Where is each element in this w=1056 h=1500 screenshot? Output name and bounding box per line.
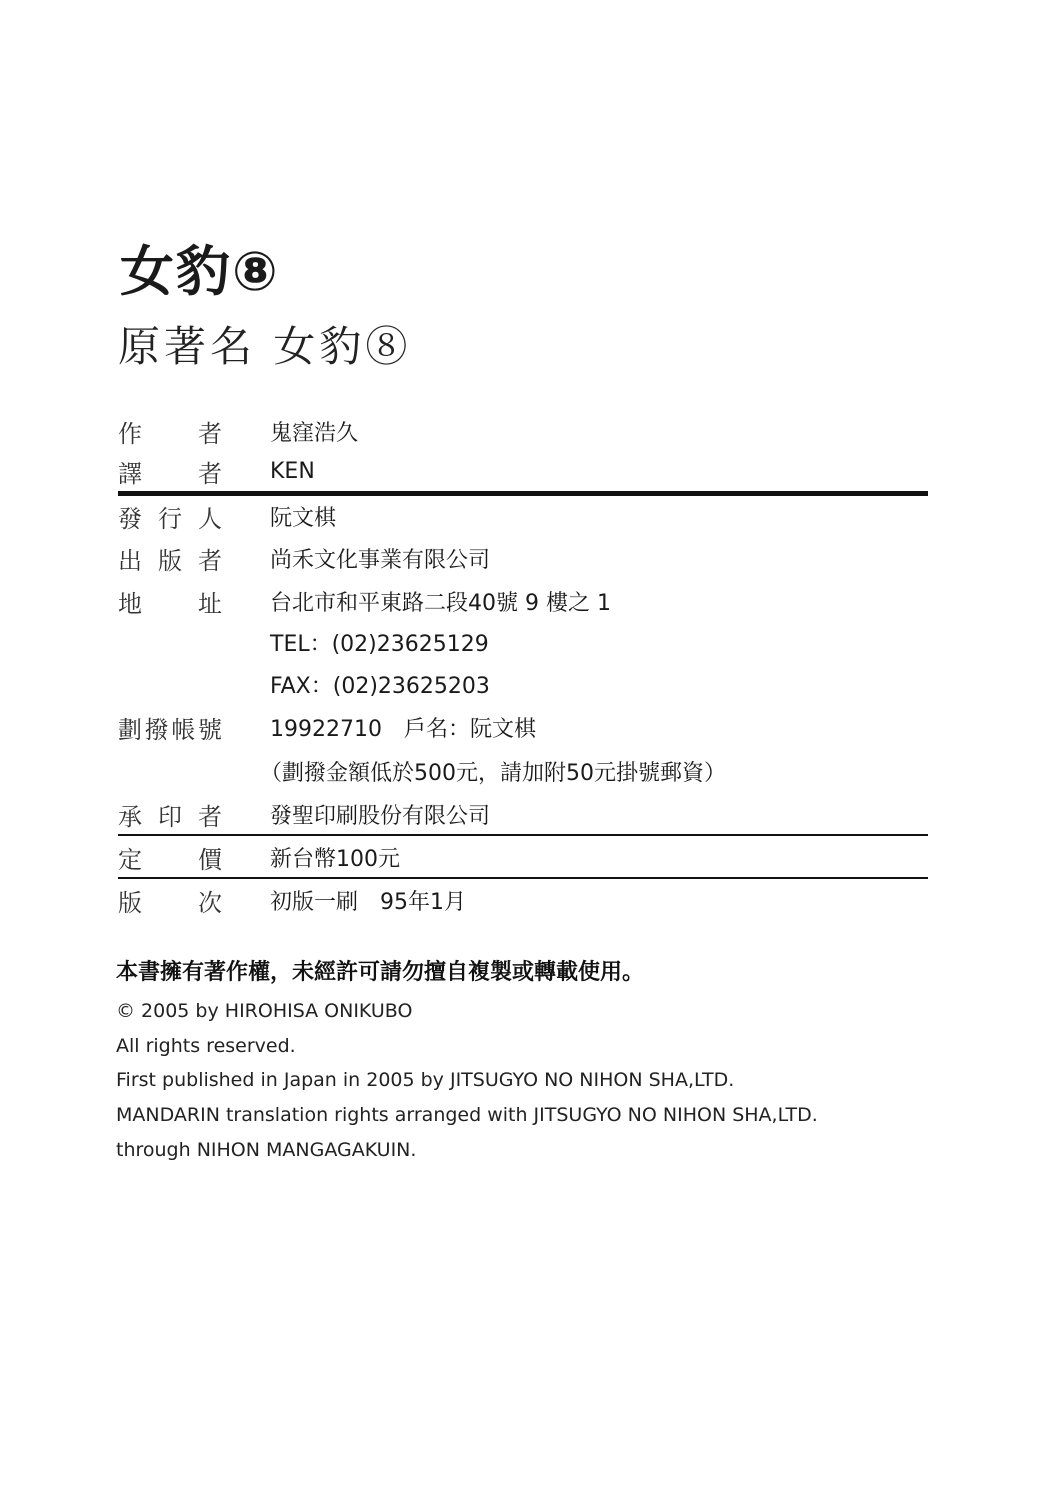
publisher-row	[118, 540, 490, 576]
publisher-person-row	[118, 498, 336, 534]
translator-value: KEN	[270, 458, 315, 484]
divider-thick	[118, 491, 928, 496]
fax-row	[118, 666, 490, 702]
publisher-person-value: 阮文棋	[270, 505, 337, 531]
postal-account-row	[118, 709, 536, 745]
english-line: First published in Japan in 2005 by JITSUGYO NO NIHON SHA,LTD.	[116, 1069, 735, 1091]
english-line: All rights reserved.	[116, 1035, 296, 1057]
price-value: 新台幣100元	[270, 846, 400, 872]
author-value: 鬼窪浩久	[270, 420, 359, 446]
divider-thin-2	[118, 877, 928, 879]
printer-label: 承 印 者	[118, 802, 222, 831]
address-row	[118, 583, 611, 619]
translator-label: 譯 者	[118, 459, 222, 488]
printer-row	[118, 796, 490, 832]
translator-row	[118, 453, 315, 489]
postal-note-row	[118, 753, 726, 789]
original-title: 原著名 女豹⑧	[118, 322, 412, 371]
address-label: 地 址	[118, 589, 222, 618]
edition-label: 版 次	[118, 888, 222, 917]
english-line: © 2005 by HIROHISA ONIKUBO	[116, 1000, 413, 1022]
edition-value: 初版一刷 95年1月	[270, 889, 466, 915]
book-title: 女豹⑧	[120, 240, 280, 303]
postal-note: （劃撥金額低於500元，請加附50元掛號郵資）	[260, 760, 726, 786]
printer-value: 發聖印刷股份有限公司	[270, 803, 491, 829]
fax-value: FAX：(02)23625203	[270, 673, 490, 699]
copyright-notice: 本書擁有著作權，未經許可請勿擅自複製或轉載使用。	[116, 960, 645, 985]
author-label: 作 者	[118, 419, 222, 448]
postal-account-label: 劃 撥 帳 號	[118, 715, 222, 744]
english-line: MANDARIN translation rights arranged with JITSUGYO NO NIHON SHA,LTD.	[116, 1104, 818, 1126]
postal-account-value: 19922710 戶名：阮文棋	[270, 716, 536, 742]
publisher-value: 尚禾文化事業有限公司	[270, 547, 491, 573]
publisher-person-label: 發 行 人	[118, 504, 222, 533]
edition-row	[118, 882, 466, 918]
author-row	[118, 413, 358, 449]
price-row	[118, 839, 400, 875]
address-value: 台北市和平東路二段40號 9 樓之 1	[270, 590, 611, 616]
tel-row	[118, 624, 489, 660]
english-line: through NIHON MANGAGAKUIN.	[116, 1139, 417, 1161]
tel-value: TEL：(02)23625129	[270, 631, 489, 657]
divider-thin-1	[118, 834, 928, 836]
publisher-label: 出 版 者	[118, 546, 222, 575]
price-label: 定 價	[118, 845, 222, 874]
